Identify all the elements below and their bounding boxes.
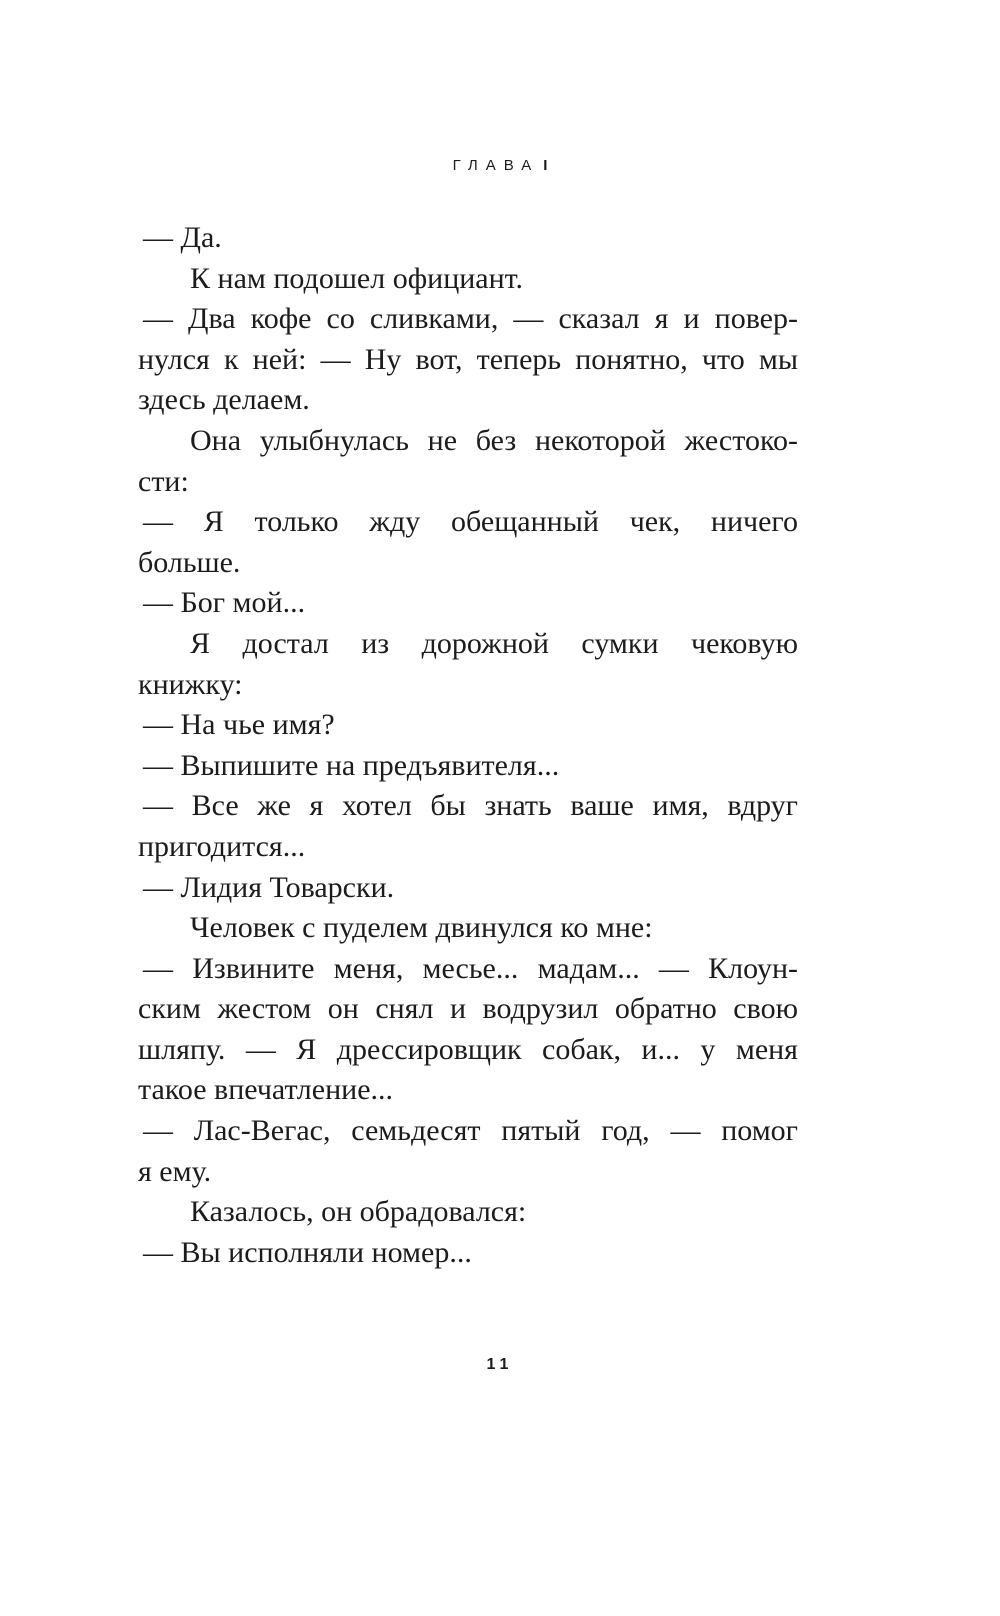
text-line: книжку: bbox=[138, 667, 243, 701]
text-line: здесь делаем. bbox=[138, 383, 310, 417]
text-line: — На чье имя? bbox=[143, 708, 335, 742]
text-line: — Я только жду обещанный чек, ничего bbox=[143, 505, 798, 539]
text-line: — Вы исполняли номер... bbox=[143, 1235, 472, 1269]
body-text bbox=[138, 218, 798, 1273]
text-line: такое впечатление... bbox=[138, 1073, 394, 1107]
text-line: Я достал из дорожной сумки чековую bbox=[190, 626, 798, 660]
chapter-number: I bbox=[543, 157, 548, 174]
text-line: К нам подошел официант. bbox=[190, 261, 524, 295]
text-line: Человек с пуделем двинулся ко мне: bbox=[190, 911, 653, 945]
text-line: — Бог мой... bbox=[143, 586, 306, 620]
text-line: Она улыбнулась не без некоторой жестоко- bbox=[190, 423, 798, 457]
text-line: нулся к ней: — Ну вот, теперь понятно, что мы bbox=[138, 342, 798, 376]
text-line: — Лидия Товарски. bbox=[143, 870, 395, 904]
text-line: сти: bbox=[138, 464, 189, 498]
text-line: — Да. bbox=[143, 221, 222, 254]
text-line: больше. bbox=[138, 545, 241, 579]
page-number: 11 bbox=[486, 1356, 514, 1373]
text-line: — Лас-Вегас, семьдесят пятый год, — помог bbox=[143, 1114, 798, 1148]
text-line: — Извините меня, месье... мадам... — Клоун- bbox=[143, 951, 798, 985]
text-line: — Два кофе со сливками, — сказал я и повер- bbox=[143, 302, 798, 336]
text-line: — Все же я хотел бы знать ваше имя, вдруг bbox=[143, 789, 798, 823]
text-line: я ему. bbox=[138, 1154, 212, 1188]
running-head bbox=[0, 157, 1000, 174]
text-line: пригодится... bbox=[138, 829, 306, 863]
text-line: шляпу. — Я дрессировщик собак, и... у меня bbox=[138, 1032, 798, 1066]
text-line: ским жестом он снял и водрузил обратно свою bbox=[138, 992, 798, 1026]
chapter-label: ГЛАВА bbox=[452, 157, 540, 174]
text-line: Казалось, он обрадовался: bbox=[190, 1195, 527, 1229]
text-line: — Выпишите на предъявителя... bbox=[143, 748, 560, 782]
